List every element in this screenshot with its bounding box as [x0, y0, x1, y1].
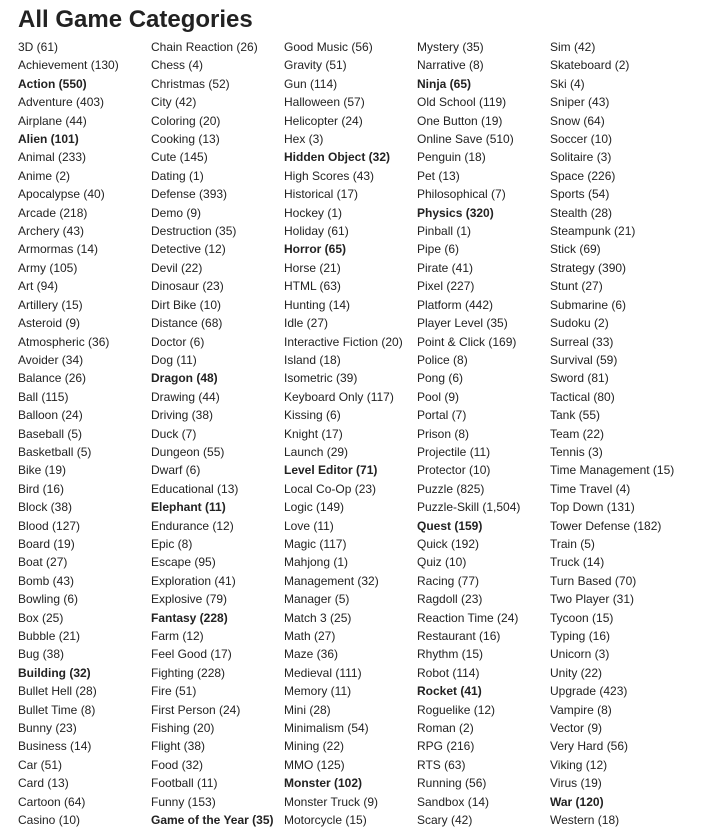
- category-link[interactable]: RPG (216): [417, 739, 475, 754]
- category-link[interactable]: Vector (9): [550, 721, 603, 736]
- category-link[interactable]: Point & Click (169): [417, 334, 517, 349]
- category-link[interactable]: Very Hard (56): [550, 739, 629, 754]
- category-link[interactable]: Historical (17): [284, 187, 359, 202]
- category-link[interactable]: Cartoon (64): [18, 794, 86, 809]
- category-link[interactable]: Monster Truck (9): [284, 794, 379, 809]
- category-link[interactable]: Pool (9): [417, 389, 460, 404]
- category-link[interactable]: Top Down (131): [550, 500, 635, 515]
- category-link[interactable]: Protector (10): [417, 463, 491, 478]
- category-link[interactable]: Unicorn (3): [550, 647, 610, 662]
- category-link[interactable]: Balloon (24): [18, 408, 83, 423]
- category-link[interactable]: Elephant (11): [151, 500, 226, 515]
- category-link[interactable]: Duck (7): [151, 426, 197, 441]
- category-link[interactable]: Stunt (27): [550, 279, 603, 294]
- category-link[interactable]: Doctor (6): [151, 334, 205, 349]
- category-link[interactable]: Viking (12): [550, 757, 608, 772]
- category-link[interactable]: Business (14): [18, 739, 92, 754]
- category-link[interactable]: Surreal (33): [550, 334, 614, 349]
- category-link[interactable]: MMO (125): [284, 757, 345, 772]
- category-link[interactable]: Survival (59): [550, 352, 618, 367]
- category-link[interactable]: Sudoku (2): [550, 316, 609, 331]
- category-link[interactable]: Fighting (228): [151, 665, 226, 680]
- category-link[interactable]: Mystery (35): [417, 40, 484, 54]
- category-link[interactable]: Gun (114): [284, 76, 338, 91]
- category-link[interactable]: Snow (64): [550, 113, 605, 128]
- category-link[interactable]: Game of the Year (35): [151, 813, 274, 828]
- category-link[interactable]: Detective (12): [151, 242, 226, 257]
- category-link[interactable]: RTS (63): [417, 757, 466, 772]
- category-link[interactable]: Kissing (6): [284, 408, 341, 423]
- category-link[interactable]: Interactive Fiction (20): [284, 334, 403, 349]
- category-link[interactable]: Good Music (56): [284, 40, 373, 54]
- category-link[interactable]: Roguelike (12): [417, 702, 496, 717]
- category-link[interactable]: Hockey (1): [284, 205, 343, 220]
- category-link[interactable]: Tactical (80): [550, 389, 615, 404]
- category-link[interactable]: Dwarf (6): [151, 463, 201, 478]
- category-link[interactable]: Alien (101): [18, 132, 79, 147]
- category-link[interactable]: Dungeon (55): [151, 444, 225, 459]
- category-link[interactable]: Farm (12): [151, 629, 204, 643]
- category-link[interactable]: Drawing (44): [151, 389, 220, 404]
- category-link[interactable]: Escape (95): [151, 555, 216, 570]
- category-link[interactable]: Unity (22): [550, 665, 603, 680]
- category-link[interactable]: Holiday (61): [284, 224, 349, 239]
- category-link[interactable]: Running (56): [417, 776, 487, 791]
- category-link[interactable]: Card (13): [18, 776, 69, 791]
- category-link[interactable]: Box (25): [18, 610, 64, 625]
- category-link[interactable]: Idle (27): [284, 316, 329, 331]
- category-link[interactable]: Pong (6): [417, 371, 464, 386]
- category-link[interactable]: Steampunk (21): [550, 224, 636, 239]
- category-link[interactable]: Educational (13): [151, 481, 239, 496]
- category-link[interactable]: Bowling (6): [18, 592, 79, 607]
- category-link[interactable]: Car (51): [18, 757, 63, 772]
- category-link[interactable]: Player Level (35): [417, 316, 508, 331]
- category-link[interactable]: Roman (2): [417, 721, 474, 736]
- category-link[interactable]: Destruction (35): [151, 224, 237, 239]
- category-link[interactable]: Bike (19): [18, 463, 67, 478]
- category-column-2: [151, 38, 284, 829]
- category-link[interactable]: Rocket (41): [417, 684, 482, 699]
- category-link[interactable]: Stealth (28): [550, 205, 613, 220]
- category-link[interactable]: Racing (77): [417, 573, 480, 588]
- category-link[interactable]: Sandbox (14): [417, 794, 490, 809]
- category-link[interactable]: Police (8): [417, 352, 468, 367]
- category-link[interactable]: Vampire (8): [550, 702, 612, 717]
- category-link[interactable]: Sports (54): [550, 187, 610, 202]
- category-link[interactable]: Restaurant (16): [417, 629, 501, 643]
- category-link[interactable]: Devil (22): [151, 260, 203, 275]
- category-link[interactable]: Dinosaur (23): [151, 279, 224, 294]
- category-link[interactable]: Upgrade (423): [550, 684, 628, 699]
- category-link[interactable]: Narrative (8): [417, 58, 484, 73]
- category-link[interactable]: Soccer (10): [550, 132, 613, 147]
- category-link[interactable]: Magic (117): [284, 536, 347, 551]
- category-link[interactable]: Tower Defense (182): [550, 518, 662, 533]
- category-link[interactable]: Funny (153): [151, 794, 216, 809]
- category-link[interactable]: Tank (55): [550, 408, 601, 423]
- category-link[interactable]: Quiz (10): [417, 555, 467, 570]
- category-link[interactable]: Manager (5): [284, 592, 350, 607]
- category-link[interactable]: Artillery (15): [18, 297, 83, 312]
- category-link[interactable]: Strategy (390): [550, 260, 627, 275]
- category-link[interactable]: Chain Reaction (26): [151, 40, 258, 54]
- category-link[interactable]: City (42): [151, 95, 197, 110]
- category-link[interactable]: Achievement (130): [18, 58, 119, 73]
- category-link[interactable]: Train (5): [550, 536, 595, 551]
- category-link[interactable]: Basketball (5): [18, 444, 92, 459]
- category-link[interactable]: Building (32): [18, 665, 91, 680]
- category-link[interactable]: Pixel (227): [417, 279, 475, 294]
- category-link[interactable]: Quest (159): [417, 518, 483, 533]
- category-link[interactable]: Cute (145): [151, 150, 208, 165]
- category-link[interactable]: Logic (149): [284, 500, 345, 515]
- category-link[interactable]: Maze (36): [284, 647, 339, 662]
- category-link[interactable]: Horror (65): [284, 242, 347, 257]
- category-link[interactable]: Tennis (3): [550, 444, 603, 459]
- category-link[interactable]: Feel Good (17): [151, 647, 232, 662]
- category-link[interactable]: High Scores (43): [284, 168, 375, 183]
- category-link[interactable]: Rhythm (15): [417, 647, 484, 662]
- category-link[interactable]: Space (226): [550, 168, 616, 183]
- category-link[interactable]: Management (32): [284, 573, 379, 588]
- category-link[interactable]: Pinball (1): [417, 224, 472, 239]
- category-link[interactable]: Submarine (6): [550, 297, 627, 312]
- category-link[interactable]: Blood (127): [18, 518, 81, 533]
- category-link[interactable]: Pet (13): [417, 168, 460, 183]
- category-link[interactable]: Prison (8): [417, 426, 470, 441]
- category-link[interactable]: Animal (233): [18, 150, 87, 165]
- category-link[interactable]: Distance (68): [151, 316, 223, 331]
- category-link[interactable]: Old School (119): [417, 95, 507, 110]
- category-link[interactable]: Chess (4): [151, 58, 204, 73]
- category-link[interactable]: Motorcycle (15): [284, 813, 367, 828]
- category-link[interactable]: Tycoon (15): [550, 610, 614, 625]
- category-link[interactable]: Team (22): [550, 426, 605, 441]
- category-link[interactable]: Fire (51): [151, 684, 197, 699]
- category-link[interactable]: Western (18): [550, 813, 620, 828]
- category-link[interactable]: Portal (7): [417, 408, 467, 423]
- category-link[interactable]: Bullet Time (8): [18, 702, 96, 717]
- category-link[interactable]: Endurance (12): [151, 518, 234, 533]
- category-link[interactable]: Apocalypse (40): [18, 187, 105, 202]
- category-link[interactable]: Baseball (5): [18, 426, 83, 441]
- category-link[interactable]: Hunting (14): [284, 297, 351, 312]
- category-link[interactable]: Casino (10): [18, 813, 81, 828]
- category-link[interactable]: Sword (81): [550, 371, 609, 386]
- category-link[interactable]: Sim (42): [550, 40, 596, 54]
- category-link[interactable]: Ski (4): [550, 76, 585, 91]
- category-link[interactable]: Math (27): [284, 629, 336, 643]
- category-link[interactable]: Island (18): [284, 352, 341, 367]
- category-link[interactable]: Memory (11): [284, 684, 352, 699]
- category-link[interactable]: Action (550): [18, 76, 87, 91]
- category-link[interactable]: Turn Based (70): [550, 573, 637, 588]
- category-columns: [18, 38, 718, 828]
- category-link[interactable]: Reaction Time (24): [417, 610, 519, 625]
- category-link[interactable]: Bomb (43): [18, 573, 75, 588]
- category-link[interactable]: Bug (38): [18, 647, 65, 662]
- category-link[interactable]: Bullet Hell (28): [18, 684, 97, 699]
- category-link[interactable]: Mahjong (1): [284, 555, 349, 570]
- category-link[interactable]: Defense (393): [151, 187, 228, 202]
- category-link[interactable]: Bubble (21): [18, 629, 81, 643]
- category-link[interactable]: Bird (16): [18, 481, 65, 496]
- category-column-3: [284, 38, 417, 829]
- category-link[interactable]: Level Editor (71): [284, 463, 378, 478]
- category-link[interactable]: Flight (38): [151, 739, 206, 754]
- category-link[interactable]: Anime (2): [18, 168, 71, 183]
- category-link[interactable]: Food (32): [151, 757, 204, 772]
- category-link[interactable]: Two Player (31): [550, 592, 635, 607]
- category-link[interactable]: Christmas (52): [151, 76, 230, 91]
- category-link[interactable]: Online Save (510): [417, 132, 514, 147]
- category-link[interactable]: Platform (442): [417, 297, 494, 312]
- page-title: All Game Categories: [18, 6, 253, 33]
- category-link[interactable]: Projectile (11): [417, 444, 491, 459]
- category-link[interactable]: Keyboard Only (117): [284, 389, 394, 404]
- category-link[interactable]: Fishing (20): [151, 721, 215, 736]
- category-link[interactable]: Cooking (13): [151, 132, 220, 147]
- category-link[interactable]: Time Management (15): [550, 463, 675, 478]
- category-link[interactable]: Bunny (23): [18, 721, 77, 736]
- category-link[interactable]: Typing (16): [550, 629, 611, 643]
- category-link[interactable]: Penguin (18): [417, 150, 486, 165]
- category-link[interactable]: Helicopter (24): [284, 113, 363, 128]
- category-link[interactable]: Love (11): [284, 518, 334, 533]
- category-link[interactable]: Mini (28): [284, 702, 331, 717]
- category-link[interactable]: Philosophical (7): [417, 187, 506, 202]
- category-link[interactable]: Truck (14): [550, 555, 605, 570]
- category-link[interactable]: Asteroid (9): [18, 316, 81, 331]
- category-link[interactable]: Pirate (41): [417, 260, 474, 275]
- category-link[interactable]: Epic (8): [151, 536, 193, 551]
- category-link[interactable]: Armormas (14): [18, 242, 99, 257]
- category-link[interactable]: Horse (21): [284, 260, 341, 275]
- category-link[interactable]: Hex (3): [284, 132, 324, 147]
- category-link[interactable]: Physics (320): [417, 205, 494, 220]
- category-link[interactable]: Puzzle-Skill (1,504): [417, 500, 521, 515]
- category-link[interactable]: Match 3 (25): [284, 610, 352, 625]
- category-link[interactable]: Atmospheric (36): [18, 334, 110, 349]
- category-link[interactable]: Airplane (44): [18, 113, 87, 128]
- category-link[interactable]: Football (11): [151, 776, 218, 791]
- category-column-5: [550, 38, 683, 829]
- category-link[interactable]: Art (94): [18, 279, 59, 294]
- category-link[interactable]: Local Co-Op (23): [284, 481, 377, 496]
- category-link[interactable]: Minimalism (54): [284, 721, 369, 736]
- category-link[interactable]: Adventure (403): [18, 95, 105, 110]
- category-link[interactable]: Halloween (57): [284, 95, 365, 110]
- category-link[interactable]: Dating (1): [151, 168, 204, 183]
- category-link[interactable]: Isometric (39): [284, 371, 358, 386]
- category-link[interactable]: 3D (61): [18, 40, 59, 54]
- category-link[interactable]: Monster (102): [284, 776, 363, 791]
- category-link[interactable]: Avoider (34): [18, 352, 84, 367]
- category-link[interactable]: First Person (24): [151, 702, 241, 717]
- category-link[interactable]: Quick (192): [417, 536, 480, 551]
- category-link[interactable]: War (120): [550, 794, 604, 809]
- category-link[interactable]: Arcade (218): [18, 205, 88, 220]
- category-link[interactable]: Puzzle (825): [417, 481, 485, 496]
- category-link[interactable]: Board (19): [18, 536, 75, 551]
- category-link[interactable]: Skateboard (2): [550, 58, 630, 73]
- category-link[interactable]: Boat (27): [18, 555, 68, 570]
- category-link[interactable]: Scary (42): [417, 813, 473, 828]
- category-link[interactable]: Archery (43): [18, 224, 85, 239]
- category-link[interactable]: Dirt Bike (10): [151, 297, 222, 312]
- category-link[interactable]: Sniper (43): [550, 95, 610, 110]
- category-link[interactable]: Time Travel (4): [550, 481, 631, 496]
- category-link[interactable]: Dragon (48): [151, 371, 218, 386]
- category-link[interactable]: Balance (26): [18, 371, 87, 386]
- category-link[interactable]: Ninja (65): [417, 76, 472, 91]
- category-link[interactable]: Ball (115): [18, 389, 69, 404]
- category-link[interactable]: Ragdoll (23): [417, 592, 483, 607]
- category-column-1: [18, 38, 151, 829]
- category-link[interactable]: Hidden Object (32): [284, 150, 391, 165]
- category-link[interactable]: Coloring (20): [151, 113, 221, 128]
- category-link[interactable]: HTML (63): [284, 279, 341, 294]
- category-link[interactable]: Pipe (6): [417, 242, 460, 257]
- category-link[interactable]: Exploration (41): [151, 573, 236, 588]
- category-link[interactable]: Explosive (79): [151, 592, 228, 607]
- category-link[interactable]: Driving (38): [151, 408, 214, 423]
- category-link[interactable]: Solitaire (3): [550, 150, 612, 165]
- category-link[interactable]: Gravity (51): [284, 58, 347, 73]
- category-link[interactable]: Robot (114): [417, 665, 480, 680]
- category-link[interactable]: Block (38): [18, 500, 73, 515]
- category-link[interactable]: Mining (22): [284, 739, 345, 754]
- category-column-4: [417, 38, 550, 829]
- category-link[interactable]: Medieval (111): [284, 665, 362, 680]
- category-link[interactable]: Fantasy (228): [151, 610, 228, 625]
- category-link[interactable]: Army (105): [18, 260, 78, 275]
- category-link[interactable]: Knight (17): [284, 426, 343, 441]
- category-link[interactable]: Dog (11): [151, 352, 197, 367]
- category-link[interactable]: Stick (69): [550, 242, 601, 257]
- category-link[interactable]: Virus (19): [550, 776, 602, 791]
- category-link[interactable]: Launch (29): [284, 444, 349, 459]
- category-link[interactable]: One Button (19): [417, 113, 503, 128]
- category-link[interactable]: Demo (9): [151, 205, 202, 220]
